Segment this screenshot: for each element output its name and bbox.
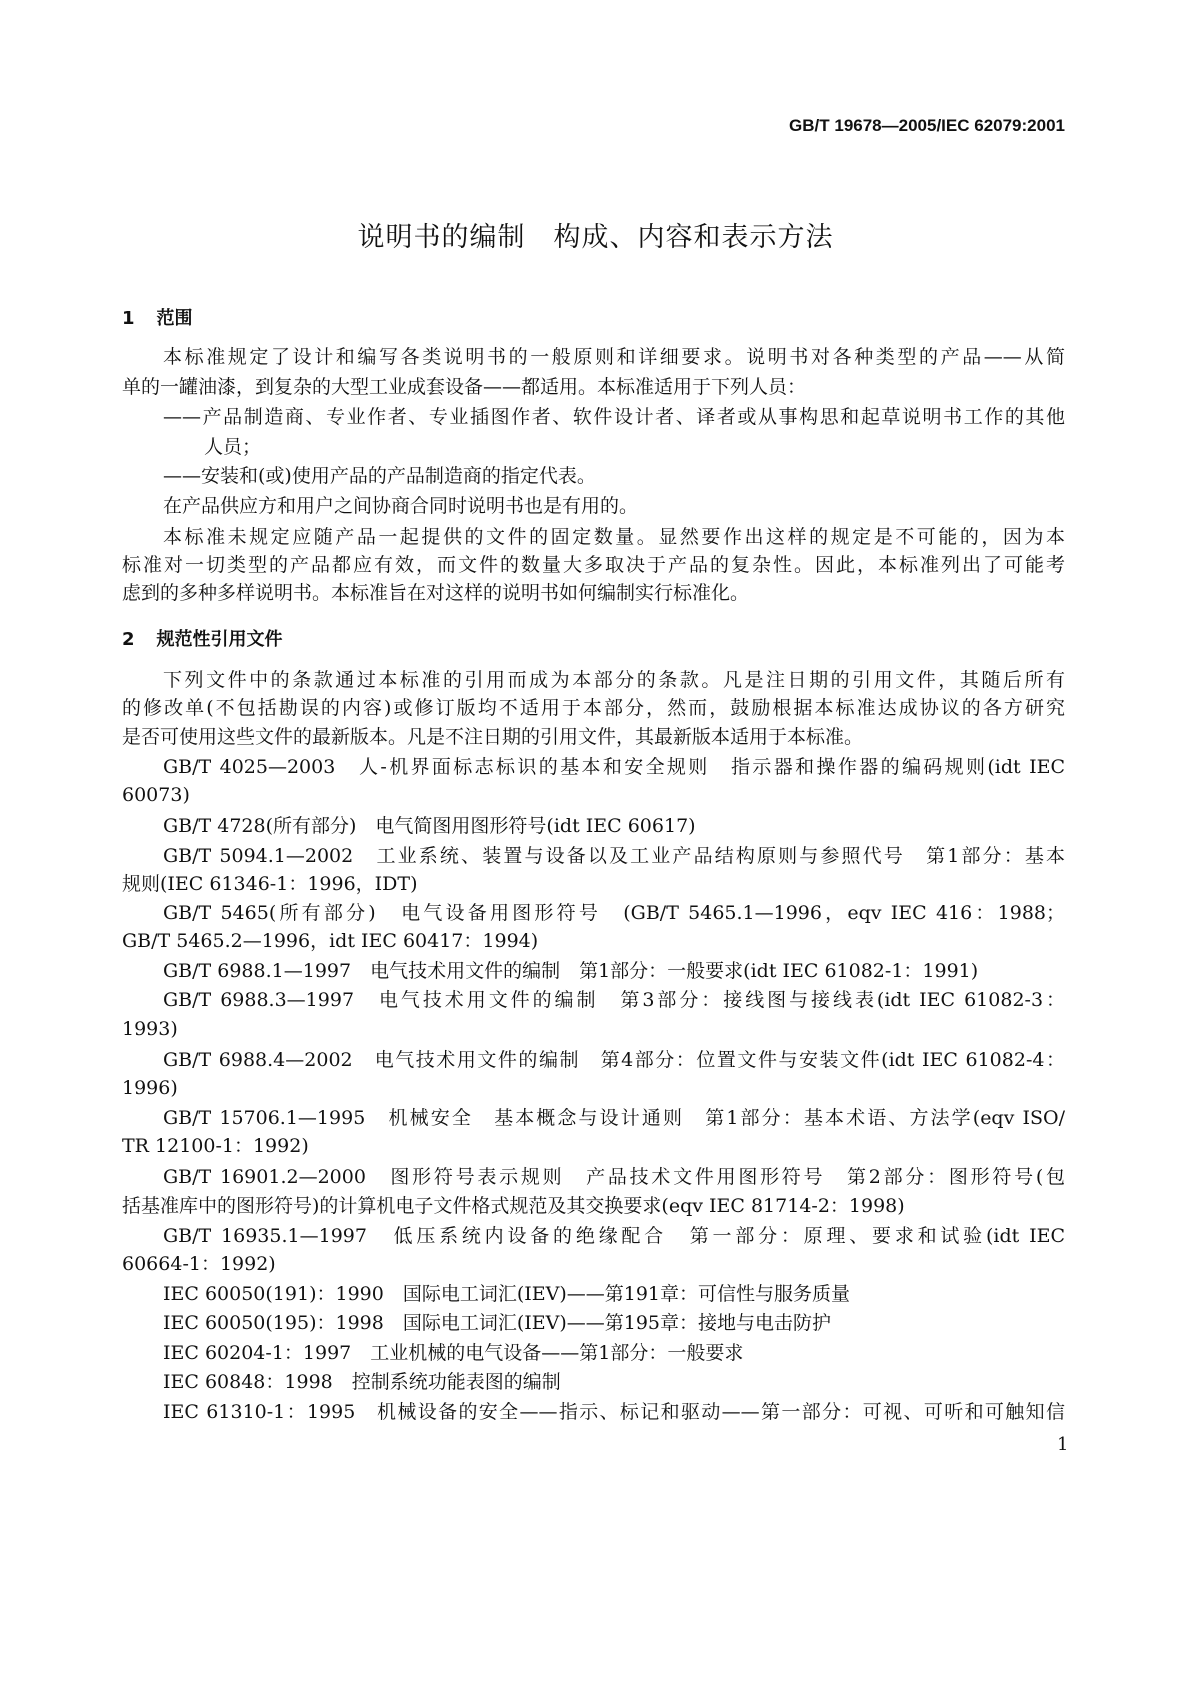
reference-entry: GB/T 16901.2—2000 图形符号表示规则 产品技术文件用图形符号 第2部分：图形符号(包 <box>163 1166 1065 1188</box>
reference-entry: GB/T 16935.1—1997 低压系统内设备的绝缘配合 第一部分：原理、要求和试验(idt IEC <box>163 1225 1065 1247</box>
paragraph-line: 在产品供应方和用户之间协商合同时说明书也是有用的。 <box>163 495 639 517</box>
section-number: 1 <box>122 308 135 329</box>
section-title: 范围 <box>156 308 193 329</box>
reference-entry: GB/T 4025—2003 人-机界面标志标识的基本和安全规则 指示器和操作器的编码规则(idt IEC <box>163 756 1065 778</box>
reference-entry: IEC 60050(191)：1990 国际电工词汇(IEV)——第191章：可信性与服务质量 <box>163 1283 851 1305</box>
reference-entry-continuation: GB/T 5465.2—1996，idt IEC 60417：1994) <box>122 930 539 952</box>
reference-entry: GB/T 6988.1—1997 电气技术用文件的编制 第1部分：一般要求(idt IEC 61082-1：1991) <box>163 960 979 982</box>
reference-entry: GB/T 4728(所有部分) 电气简图用图形符号(idt IEC 60617) <box>163 815 696 837</box>
reference-entry-continuation: 60664-1：1992) <box>122 1253 276 1275</box>
reference-entry-continuation: 1993) <box>122 1018 178 1040</box>
reference-entry-continuation: 规则(IEC 61346-1：1996，IDT) <box>122 873 418 895</box>
paragraph-line: 虑到的多种多样说明书。本标准旨在对这样的说明书如何编制实行标准化。 <box>122 582 750 604</box>
page-number: 1 <box>1057 1434 1069 1455</box>
list-item-continuation: 人员； <box>204 436 262 458</box>
section-number: 2 <box>122 629 135 650</box>
reference-entry-continuation: 1996) <box>122 1077 178 1099</box>
reference-entry-continuation: 括基准库中的图形符号)的计算机电子文件格式规范及其交换要求(eqv IEC 81714-2：1998) <box>122 1195 905 1217</box>
reference-entry: GB/T 5465(所有部分) 电气设备用图形符号 (GB/T 5465.1—1996，eqv IEC 416：1988； <box>163 902 1065 924</box>
paragraph-line: 的修改单(不包括勘误的内容)或修订版均不适用于本部分，然而，鼓励根据本标准达成协议的各方研究 <box>122 697 1065 719</box>
section-title: 规范性引用文件 <box>156 629 283 650</box>
list-item: ——安装和(或)使用产品的产品制造商的指定代表。 <box>163 465 596 487</box>
reference-entry: IEC 60848：1998 控制系统功能表图的编制 <box>163 1371 561 1393</box>
reference-entry: GB/T 6988.3—1997 电气技术用文件的编制 第3部分：接线图与接线表(idt IEC 61082-3： <box>163 989 1065 1011</box>
standard-code-header: GB/T 19678—2005/IEC 62079:2001 <box>789 116 1065 135</box>
reference-entry-continuation: 60073) <box>122 784 190 806</box>
reference-entry: IEC 60204-1：1997 工业机械的电气设备——第1部分：一般要求 <box>163 1342 744 1364</box>
page-title: 说明书的编制 构成、内容和表示方法 <box>357 222 834 253</box>
reference-entry: IEC 61310-1：1995 机械设备的安全——指示、标记和驱动——第一部分：可视、可听和可触知信 <box>163 1401 1065 1423</box>
reference-entry: IEC 60050(195)：1998 国际电工词汇(IEV)——第195章：接地与电击防护 <box>163 1312 832 1334</box>
list-item: ——产品制造商、专业作者、专业插图作者、软件设计者、译者或从事构思和起草说明书工作的其他 <box>163 406 1065 428</box>
paragraph-line: 本标准规定了设计和编写各类说明书的一般原则和详细要求。说明书对各种类型的产品——从简 <box>163 346 1065 368</box>
paragraph-line: 是否可使用这些文件的最新版本。凡是不注日期的引用文件，其最新版本适用于本标准。 <box>122 726 864 748</box>
reference-entry: GB/T 15706.1—1995 机械安全 基本概念与设计通则 第1部分：基本术语、方法学(eqv ISO/ <box>163 1107 1065 1129</box>
paragraph-line: 本标准未规定应随产品一起提供的文件的固定数量。显然要作出这样的规定是不可能的，因为本 <box>163 526 1065 548</box>
reference-entry: GB/T 5094.1—2002 工业系统、装置与设备以及工业产品结构原则与参照代号 第1部分：基本 <box>163 845 1065 867</box>
reference-entry-continuation: TR 12100-1：1992) <box>122 1135 309 1157</box>
reference-entry: GB/T 6988.4—2002 电气技术用文件的编制 第4部分：位置文件与安装文件(idt IEC 61082-4： <box>163 1049 1065 1071</box>
section-2-heading <box>122 625 283 651</box>
paragraph-line: 单的一罐油漆，到复杂的大型工业成套设备——都适用。本标准适用于下列人员： <box>122 376 807 398</box>
paragraph-line: 下列文件中的条款通过本标准的引用而成为本部分的条款。凡是注日期的引用文件，其随后所有 <box>163 669 1065 691</box>
section-1-heading <box>122 304 193 330</box>
paragraph-line: 标准对一切类型的产品都应有效，而文件的数量大多取决于产品的复杂性。因此，本标准列出了可能考 <box>122 554 1065 576</box>
